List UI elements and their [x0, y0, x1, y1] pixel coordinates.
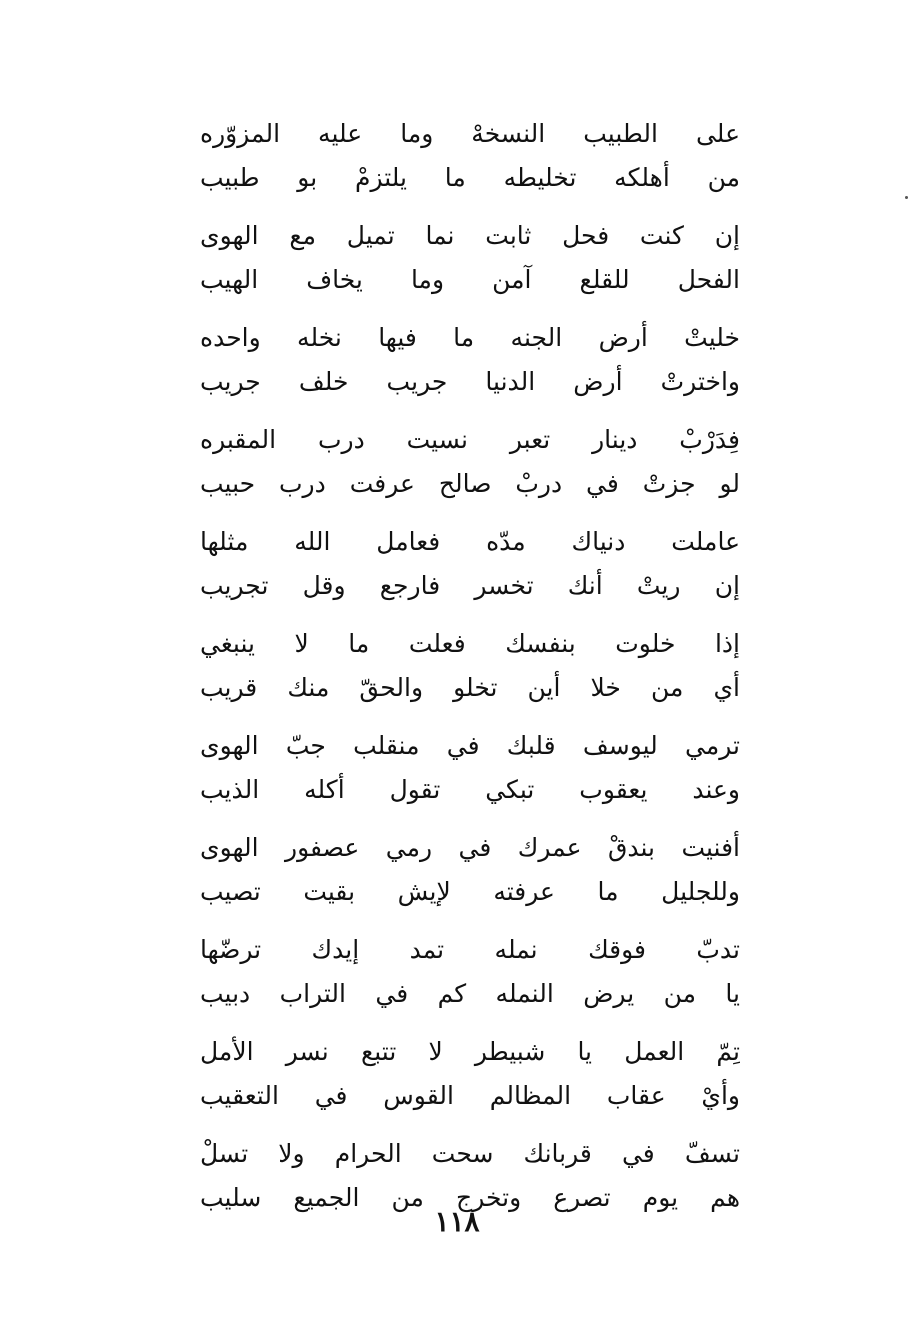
- stanza: [200, 520, 740, 608]
- page-number: ١١٨: [434, 1205, 480, 1238]
- stanza: [200, 316, 740, 404]
- verse-line: إن كنت فحل ثابت نما تميل مع الهوى: [200, 221, 740, 250]
- stanza: [200, 418, 740, 506]
- verse-line: يا من يرض النمله كم في التراب دبيب: [200, 979, 740, 1008]
- verse-line: تسفّ في قربانك سحت الحرام ولا تسلْ: [200, 1139, 740, 1168]
- verse-line: واخترتْ أرض الدنيا جريب خلف جريب: [200, 367, 740, 396]
- stanza: [200, 1030, 740, 1118]
- verse-line: لو جزتْ في دربْ صالح عرفت درب حبيب: [200, 469, 740, 498]
- scan-speck: [905, 196, 908, 199]
- verse-line: على الطبيب النسخهْ وما عليه المزوّره: [200, 119, 740, 148]
- verse-line: إن ريتْ أنك تخسر فارجع وقل تجريب: [200, 571, 740, 600]
- verse-line: تِمّ العمل يا شبيطر لا تتبع نسر الأمل: [200, 1037, 740, 1066]
- stanza: [200, 928, 740, 1016]
- verse-line: إذا خلوت بنفسك فعلت ما لا ينبغي: [200, 629, 740, 658]
- verse-line: من أهلكه تخليطه ما يلتزمْ بو طبيب: [200, 163, 740, 192]
- verse-line: عاملت دنياك مدّه فعامل الله مثلها: [200, 527, 740, 556]
- verse-line: الفحل للقلع آمن وما يخاف الهيب: [200, 265, 740, 294]
- verse-line: أي من خلا أين تخلو والحقّ منك قريب: [200, 673, 740, 702]
- poem-body: [200, 112, 740, 1234]
- verse-line: تدبّ فوقك نمله تمد إيدك ترضّها: [200, 935, 740, 964]
- verse-line: أفنيت بندقْ عمرك في رمي عصفور الهوى: [200, 833, 740, 862]
- verse-line: وعند يعقوب تبكي تقول أكله الذيب: [200, 775, 740, 804]
- stanza: [200, 826, 740, 914]
- verse-line: وأيْ عقاب المظالم القوس في التعقيب: [200, 1081, 740, 1110]
- stanza: [200, 622, 740, 710]
- verse-line: وللجليل ما عرفته لإيش بقيت تصيب: [200, 877, 740, 906]
- verse-line: فِدَرْبْ دينار تعبر نسيت درب المقبره: [200, 425, 740, 454]
- verse-line: هم يوم تصرع وتخرج من الجميع سليب: [200, 1183, 740, 1212]
- stanza: [200, 112, 740, 200]
- stanza: [200, 724, 740, 812]
- verse-line: ترمي ليوسف قلبك في منقلب جبّ الهوى: [200, 731, 740, 760]
- verse-line: خليتْ أرض الجنه ما فيها نخله واحده: [200, 323, 740, 352]
- stanza: [200, 214, 740, 302]
